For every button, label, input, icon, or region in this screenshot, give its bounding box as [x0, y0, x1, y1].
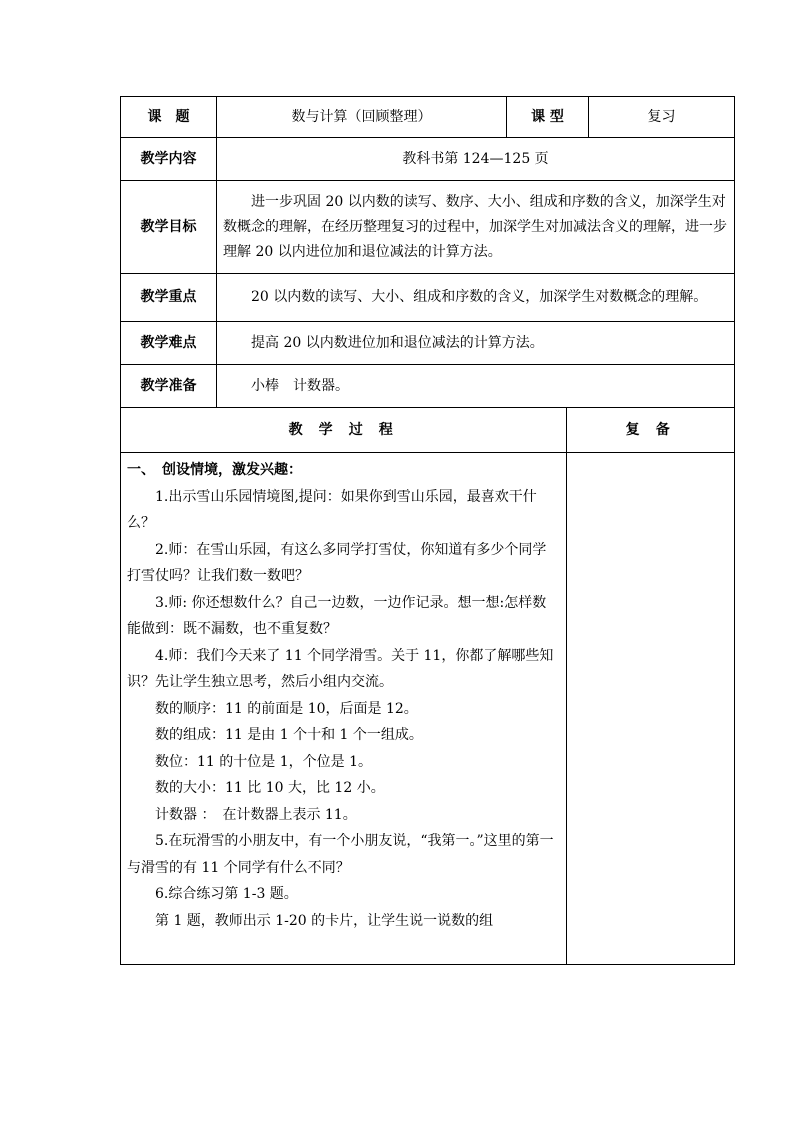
process-item: 3.师: 你还想数什么？自己一边数，一边作记录。想一想:怎样数能做到：既不漏数，也不重复数？: [127, 594, 547, 637]
process-item: 2.师：在雪山乐园，有这么多同学打雪仗，你知道有多少个同学打雪仗吗？让我们数一数吧？: [127, 541, 547, 584]
goal-text: 进一步巩固 20 以内数的读写、数序、大小、组成和序数的含义，加深学生对数概念的理解，在经历整理复习的过程中，加深学生对加减法含义的理解，进一步理解 20 以内进位加和退位减法的计算方法。: [223, 193, 727, 260]
process-item: 数的组成：11 是由 1 个十和 1 个一组成。: [155, 727, 423, 743]
difficulty-row: [121, 322, 735, 365]
content-row: [121, 138, 735, 181]
process-item: 4.师：我们今天来了 11 个同学滑雪。关于 11，你都了解哪些知识？先让学生独立思考，然后小组内交流。: [127, 647, 554, 690]
topic-value: 数与计算（回顾整理）: [217, 97, 507, 138]
key-text: 20 以内数的读写、大小、组成和序数的含义，加深学生对数概念的理解。: [251, 289, 708, 305]
process-item: 1.出示雪山乐园情境图,提问：如果你到雪山乐园，最喜欢干什么？: [127, 488, 537, 531]
difficulty-text: 提高 20 以内数进位加和退位减法的计算方法。: [251, 334, 544, 351]
process-heading: 教 学 过 程: [121, 408, 567, 453]
type-label: 课 型: [507, 97, 589, 138]
content-value: 教科书第 124—125 页: [217, 138, 735, 181]
goal-label: 教学目标: [121, 181, 217, 274]
process-item: 6.综合练习第 1-3 题。: [155, 886, 298, 902]
topic-label: 课 题: [121, 97, 217, 138]
process-item: 数的大小：11 比 10 大，比 12 小。: [155, 780, 385, 796]
review-heading: 复 备: [567, 408, 735, 453]
topic-row: [121, 97, 735, 138]
prep-label: 教学准备: [121, 365, 217, 408]
process-item: 数的顺序：11 的前面是 10，后面是 12。: [155, 700, 418, 717]
process-item: 第 1 题，教师出示 1-20 的卡片，让学生说一说数的组: [155, 912, 494, 929]
key-label: 教学重点: [121, 274, 217, 322]
section-title: 一、 创设情境，激发兴趣：: [127, 462, 302, 478]
prep-row: [121, 365, 735, 408]
difficulty-label: 教学难点: [121, 322, 217, 365]
goal-row: [121, 181, 735, 274]
lesson-plan-table: [120, 96, 735, 965]
process-content: [121, 453, 567, 965]
process-header-row: [121, 408, 735, 453]
process-item: 数位：11 的十位是 1，个位是 1。: [155, 753, 372, 770]
content-label: 教学内容: [121, 138, 217, 181]
key-row: [121, 274, 735, 322]
type-value: 复习: [589, 97, 735, 138]
process-item: 5.在玩滑雪的小朋友中，有一个小朋友说，“我第一。”这里的第一与滑雪的有 11 个同学有什么不同？: [127, 833, 554, 876]
review-column: [567, 453, 735, 965]
process-body-row: [121, 453, 735, 965]
prep-text: 小棒 计数器。: [251, 377, 349, 394]
process-item: 计数器 ： 在计数器上表示 11。: [155, 806, 357, 823]
